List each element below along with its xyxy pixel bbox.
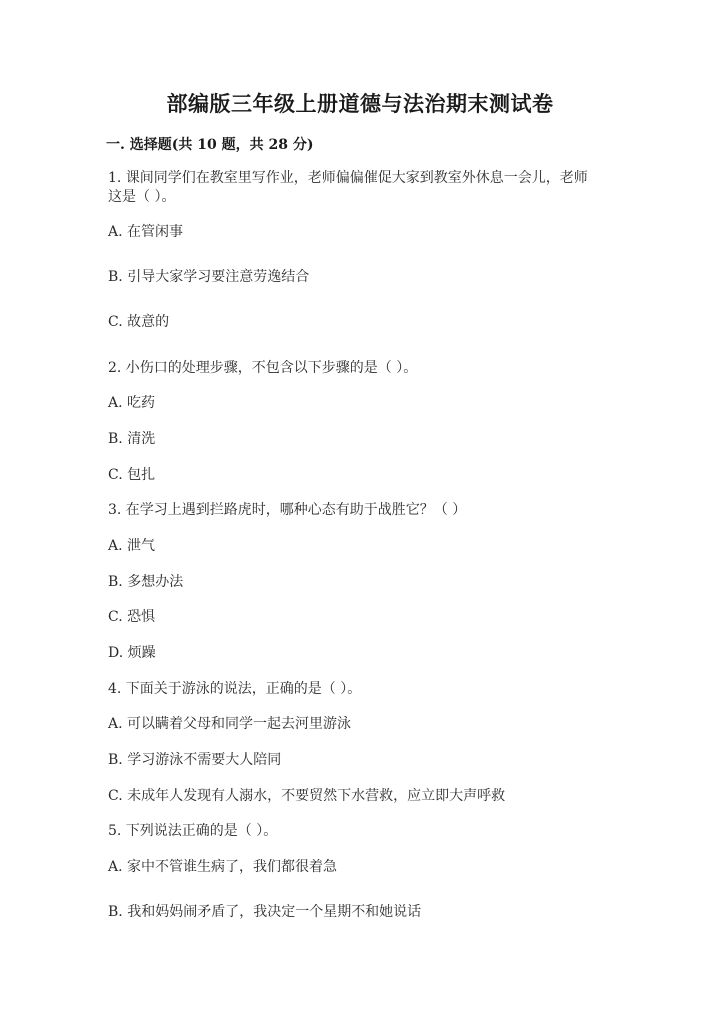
- question-4-option-c: C. 未成年人发现有人溺水，不要贸然下水营救，应立即大声呼救: [108, 788, 506, 804]
- question-1-option-c: C. 故意的: [108, 314, 170, 330]
- question-3-option-b: B. 多想办法: [108, 574, 184, 590]
- question-2-option-c: C. 包扎: [108, 467, 156, 483]
- question-4-option-b: B. 学习游泳不需要大人陪同: [108, 752, 282, 768]
- section-heading: 一. 选择题(共 10 题，共 28 分): [106, 137, 314, 153]
- question-1-stem-line-2: 这是（ ）。: [108, 189, 176, 205]
- question-1-option-a: A. 在管闲事: [108, 224, 184, 240]
- question-3-option-c: C. 恐惧: [108, 609, 156, 625]
- question-3-option-d: D. 烦躁: [108, 645, 156, 661]
- question-2-stem: 2. 小伤口的处理步骤，不包含以下步骤的是（ ）。: [108, 360, 418, 376]
- question-1-option-b: B. 引导大家学习要注意劳逸结合: [108, 269, 310, 285]
- question-5-option-b: B. 我和妈妈闹矛盾了，我决定一个星期不和她说话: [108, 904, 422, 920]
- question-3-option-a: A. 泄气: [108, 538, 156, 554]
- page-title: 部编版三年级上册道德与法治期末测试卷: [166, 91, 554, 116]
- question-1-stem-line-1: 1. 课间同学们在教室里写作业，老师偏偏催促大家到教室外休息一会儿，老师: [108, 170, 588, 186]
- question-5-option-a: A. 家中不管谁生病了，我们都很着急: [108, 859, 338, 875]
- question-5-stem: 5. 下列说法正确的是（ ）。: [108, 823, 278, 839]
- question-4-option-a: A. 可以瞒着父母和同学一起去河里游泳: [108, 716, 352, 732]
- question-4-stem: 4. 下面关于游泳的说法，正确的是（ ）。: [108, 681, 362, 697]
- question-2-option-b: B. 清洗: [108, 431, 156, 447]
- question-3-stem: 3. 在学习上遇到拦路虎时，哪种心态有助于战胜它？（ ）: [108, 502, 467, 518]
- question-2-option-a: A. 吃药: [108, 395, 156, 411]
